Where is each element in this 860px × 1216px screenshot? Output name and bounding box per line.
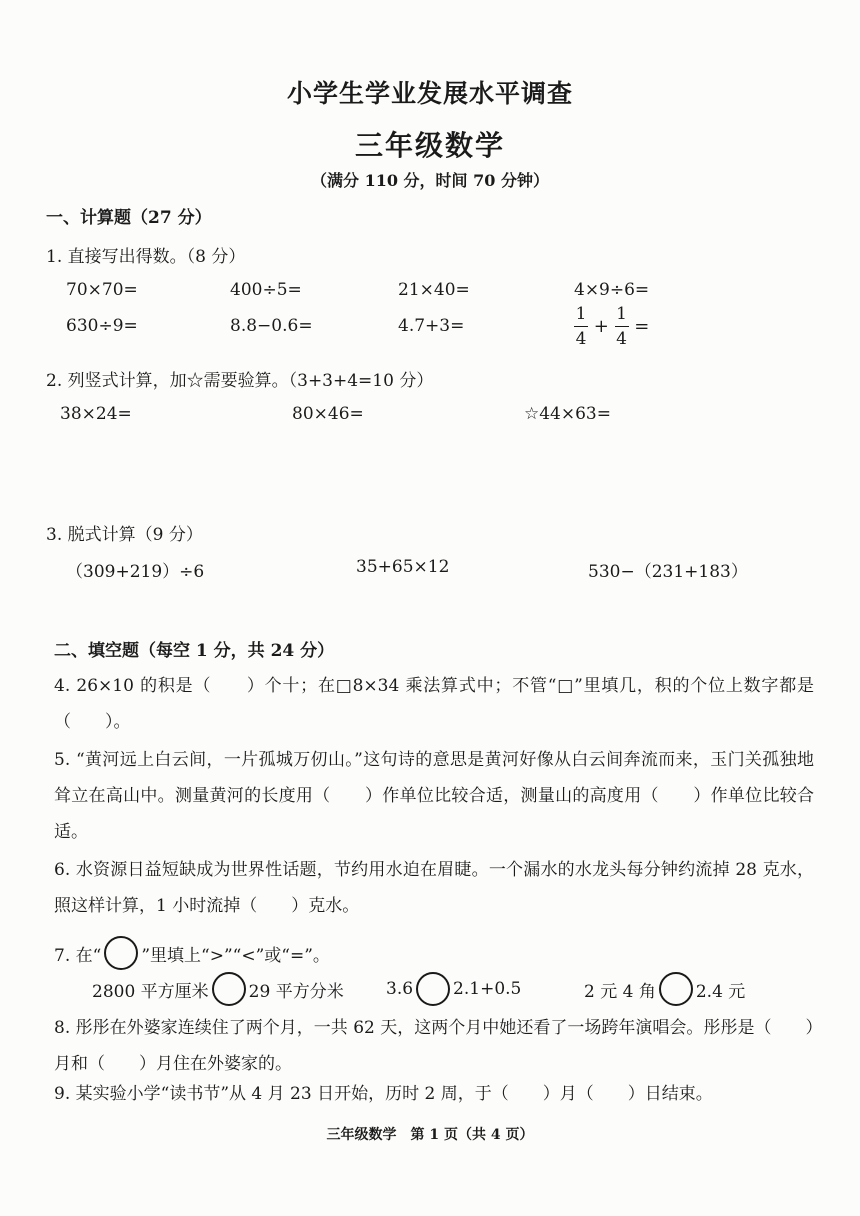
q1-item: 8.8−0.6= — [230, 316, 313, 336]
exam-info: （满分 110 分，时间 70 分钟） — [311, 171, 549, 190]
q1-item: 70×70= — [66, 280, 138, 300]
q7-compare-item: 3.6 2.1+0.5 — [386, 972, 521, 1006]
q1-item: 4.7+3= — [398, 316, 465, 336]
fraction: $\frac{1}{4}$ — [575, 304, 587, 349]
q1-label: 1. 直接写出得数。（8 分） — [46, 247, 246, 267]
q8-text: 8. 彤彤在外婆家连续住了两个月，一共 62 天，这两个月中她还看了一场跨年演唱会。彤彤是（ ）月和（ ）月住在外婆家的。 — [54, 1018, 814, 1074]
compare-circle-icon[interactable] — [659, 972, 693, 1006]
compare-circle-icon — [104, 936, 138, 970]
q4-text: 4. 26×10 的积是（ ）个十；在□8×34 乘法算式中；不管“□”里填几，积的个位上数字都是（ ）。 — [54, 676, 814, 732]
page-footer: 三年级数学 第 1 页（共 4 页） — [326, 1127, 534, 1143]
q2-item: 80×46= — [292, 404, 364, 424]
q3-item: 530−（231+183） — [588, 562, 748, 582]
section2-heading: 二、填空题（每空 1 分，共 24 分） — [54, 641, 335, 661]
section1-heading: 一、计算题（27 分） — [46, 208, 212, 228]
q2-label: 2. 列竖式计算，加☆需要验算。（3+3+4=10 分） — [46, 371, 434, 391]
q3-label: 3. 脱式计算（9 分） — [46, 525, 203, 545]
q7-compare-item: 2 元 4 角 2.4 元 — [584, 972, 745, 1006]
fraction: $\frac{1}{4}$ — [616, 304, 627, 349]
compare-circle-icon[interactable] — [212, 972, 246, 1006]
q9-text: 9. 某实验小学“读书节”从 4 月 23 日开始，历时 2 周，于（ ）月（ ）日结束。 — [54, 1084, 713, 1104]
q3-item: （309+219）÷6 — [66, 562, 205, 582]
q7-compare-item: 2800 平方厘米 29 平方分米 — [92, 972, 344, 1006]
q3-item: 35+65×12 — [356, 557, 450, 577]
plus-sign: + — [593, 316, 609, 337]
q1-item: 400÷5= — [230, 280, 302, 300]
q6-text: 6. 水资源日益短缺成为世界性话题，节约用水迫在眉睫。一个漏水的水龙头每分钟约流掉 28 克水，照这样计算，1 小时流掉（ ）克水。 — [54, 860, 814, 916]
equals-sign: = — [634, 316, 650, 337]
q7-label: 7. 在“ ”里填上“>”“<”或“=”。 — [54, 936, 330, 970]
q2-item: ☆44×63= — [524, 404, 611, 424]
q5-text: 5. “黄河远上白云间，一片孤城万仞山。”这句诗的意思是黄河好像从白云间奔流而来，玉门关孤独地耸立在高山中。测量黄河的长度用（ ）作单位比较合适，测量山的高度用（ ）作单位比较合适。 — [54, 750, 814, 842]
q1-item: 4×9÷6= — [574, 280, 650, 300]
subject-title: 三年级数学 — [354, 129, 505, 162]
compare-circle-icon[interactable] — [416, 972, 450, 1006]
q1-fraction-expression — [574, 304, 649, 349]
q1-item: 630÷9= — [66, 316, 138, 336]
page-title: 小学生学业发展水平调查 — [286, 79, 573, 108]
q1-item: 21×40= — [398, 280, 470, 300]
q2-item: 38×24= — [60, 404, 132, 424]
